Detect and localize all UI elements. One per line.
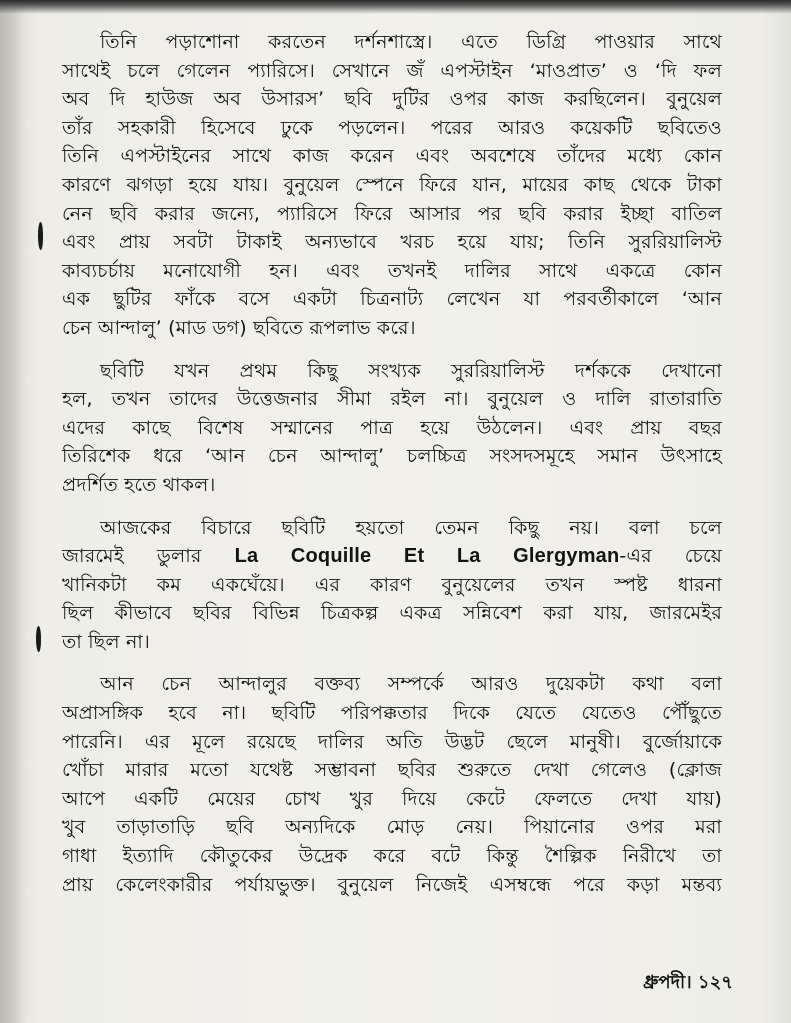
text-line: আজকের বিচারে ছবিটি হয়তো তেমন কিছু নয়। বলা চলে — [100, 516, 722, 539]
paragraph — [62, 514, 722, 657]
film-title: La Coquille Et La Glergyman — [234, 545, 620, 568]
text-line: খুব তাড়াতাড়ি ছবি অন্যদিকে মোড় নেয়। পিয়ানোর ওপর মরা — [62, 816, 722, 839]
text-line: এবং প্রায় সবটা টাকাই অন্যভাবে খরচ হয়ে যায়; তিনি সুররিয়ালিস্ট — [62, 231, 722, 254]
text-line: অব দি হাউজ অব উসারস’ ছবি দুটির ওপর কাজ করছিলেন। বুনুয়েল — [62, 88, 722, 111]
scan-top-shadow — [0, 0, 791, 14]
text-fragment: জারমেই ডুলার — [62, 545, 235, 568]
text-line: পারেনি। এর মূলে রয়েছে দালির অতি উদ্ভট ছেলে মানুষী। বুর্জোয়াকে — [62, 730, 722, 753]
text-line: তিনি পড়াশোনা করতেন দর্শনশাস্ত্রে। এতে ডিগ্রি পাওয়ার সাথে — [100, 31, 722, 53]
text-line: হল, তখন তাদের উত্তেজনার সীমা রইল না। বুনুয়েল ও দালি রাতারাতি — [62, 388, 722, 411]
text-line: তিনি এপস্টাইনের সাথে কাজ করেন এবং অবশেষে তাঁদের মধ্যে কোন — [62, 145, 722, 168]
text-line: আপে একটি মেয়ের চোখ খুর দিয়ে কেটে ফেলতে দেখা যায়) — [62, 787, 722, 810]
text-line: খানিকটা কম একঘেঁয়ে। এর কারণ বুনুয়েলের তখন স্পষ্ট ধারনা — [62, 573, 722, 596]
text-line: খোঁচা মারার মতো যথেষ্ট সম্ভাবনা ছবির শুরুতে দেখা গেলেও (ক্লোজ — [62, 759, 722, 782]
text-line: প্রায় কেলেংকারীর পর্যায়ভুক্ত। বুনুয়েল নিজেই এসম্বন্ধে পরে কড়া মন্তব্য — [62, 873, 722, 896]
text-line: ছিল কীভাবে ছবির বিভিন্ন চিত্রকল্প একত্র সন্নিবেশ করা যায়, জারমেইর — [62, 602, 722, 625]
page-folio: ধ্রুপদী। ১২৭ — [643, 972, 733, 993]
text-line: ছবিটি যখন প্রথম কিছু সংখ্যক সুররিয়ালিস্ট দর্শককে দেখানো — [100, 359, 722, 382]
paragraph — [62, 670, 722, 899]
text-line: কারণে ঝগড়া হয়ে যায়। বুনুয়েল স্পেনে ফিরে যান, মায়ের কাছ থেকে টাকা — [62, 173, 722, 196]
ink-mark — [36, 626, 41, 652]
text-line: নেন ছবি করার জন্যে, প্যারিসে ফিরে আসার পর ছবি করার ইচ্ছা বাতিল — [62, 202, 722, 225]
body-text — [62, 28, 722, 913]
text-line: আন চেন আন্দালুর বক্তব্য সম্পর্কে আরও দুয়েকটা কথা বলা — [100, 673, 722, 696]
text-line: এক ছুটির ফাঁকে বসে একটা চিত্রনাট্য লেখেন যা পরবর্তীকালে ‘আন — [62, 288, 722, 311]
text-line-with-film-title — [62, 542, 722, 571]
text-line: গাধা ইত্যাদি কৌতুকের উদ্রেক করে বটে কিন্তু শৈল্পিক নিরীখে তা — [62, 845, 722, 868]
text-line: অপ্রাসঙ্গিক হবে না। ছবিটি পরিপক্কতার দিকে যেতে যেতেও পৌঁছুতে — [62, 702, 722, 725]
paragraph — [62, 28, 722, 343]
text-line: তিরিশেক ধরে ‘আন চেন আন্দালু’ চলচ্চিত্র সংসদসমূহে সমান উৎসাহে — [62, 445, 722, 468]
text-line: তা ছিল না। — [62, 630, 150, 653]
text-line: তাঁর সহকারী হিসেবে ঢুকে পড়লেন। পরের আরও কয়েকটি ছবিতেও — [62, 116, 722, 139]
text-line: এদের কাছে বিশেষ সম্মানের পাত্র হয়ে উঠলেন। এবং প্রায় বছর — [62, 416, 722, 439]
page-binding-shadow — [0, 0, 26, 1023]
text-fragment: -এর চেয়ে — [619, 545, 722, 568]
text-line: প্রদর্শিত হতে থাকল। — [62, 473, 216, 496]
ink-mark — [38, 222, 43, 250]
paragraph — [62, 357, 722, 500]
text-line: সাথেই চলে গেলেন প্যারিসে। সেখানে জঁ এপস্টাইন ‘মাওপ্রাত’ ও ‘দি ফল — [62, 59, 722, 82]
text-line: চেন আন্দালু’ (মাড ডগ) ছবিতে রূপলাভ করে। — [62, 316, 416, 339]
text-line: কাব্যচর্চায় মনোযোগী হন। এবং তখনই দালির সাথে একত্রে কোন — [62, 259, 722, 282]
